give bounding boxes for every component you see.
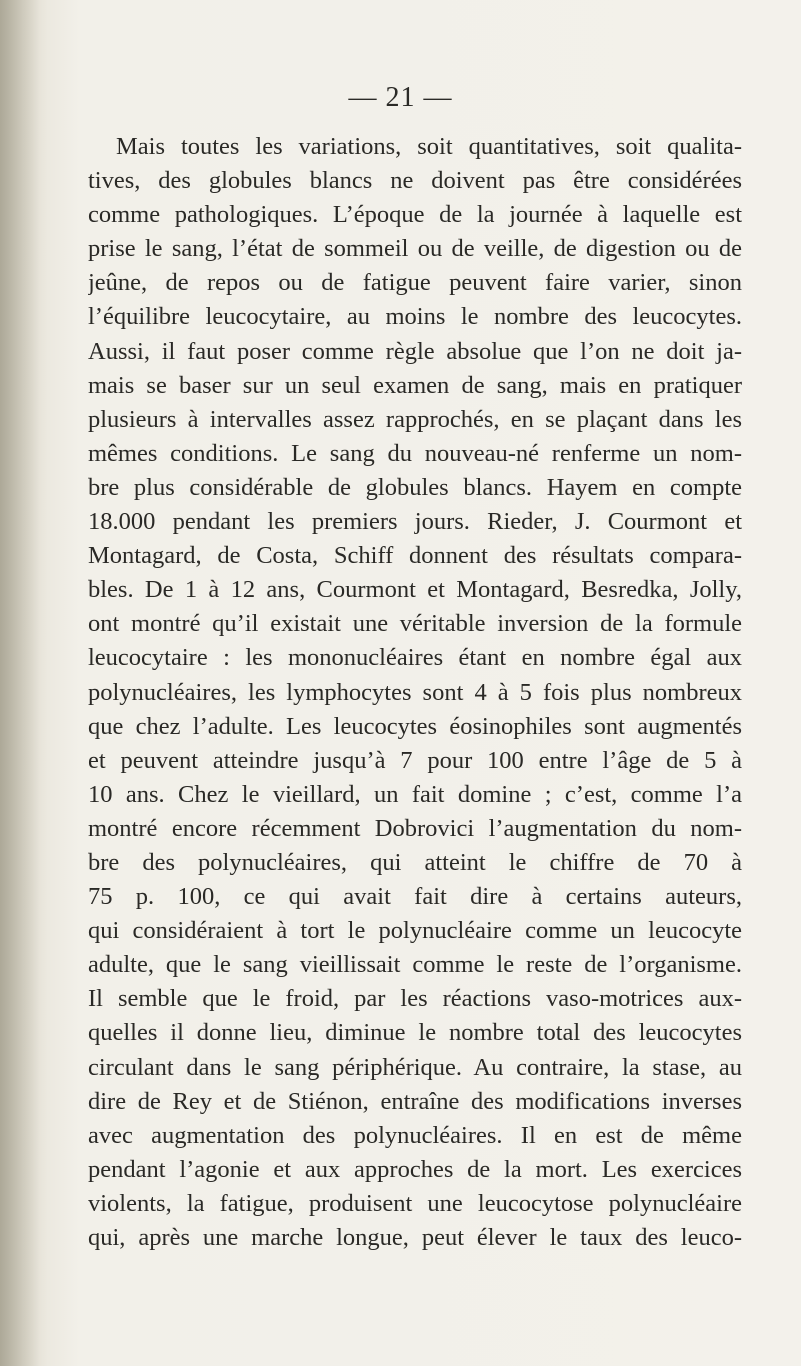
- text-line: comme pathologiques. L’époque de la journée à laquelle est: [88, 201, 742, 229]
- text-line: quelles il donne lieu, diminue le nombre total des leucocytes: [88, 1019, 742, 1047]
- text-line: pendant l’agonie et aux approches de la mort. Les exercices: [88, 1155, 742, 1183]
- text-line: violents, la fatigue, produisent une leucocytose polynucléaire: [88, 1189, 742, 1217]
- text-line: montré encore récemment Dobrovici l’augmentation du nom-: [88, 814, 742, 842]
- text-line: plusieurs à intervalles assez rapprochés, en se plaçant dans les: [88, 405, 742, 433]
- text-line: Aussi, il faut poser comme règle absolue que l’on ne doit ja-: [88, 337, 742, 365]
- text-line: Mais toutes les variations, soit quantitatives, soit qualita-: [116, 133, 742, 160]
- text-line: 18.000 pendant les premiers jours. Rieder, J. Courmont et: [88, 508, 742, 536]
- text-line: prise le sang, l’état de sommeil ou de veille, de digestion ou de: [88, 235, 742, 263]
- text-line: qui, après une marche longue, peut élever le taux des leuco-: [88, 1224, 742, 1251]
- text-line: que chez l’adulte. Les leucocytes éosinophiles sont augmentés: [88, 712, 742, 740]
- text-line: mais se baser sur un seul examen de sang, mais en pratiquer: [88, 371, 742, 399]
- text-line: mêmes conditions. Le sang du nouveau-né renferme un nom-: [88, 439, 742, 467]
- text-line: ont montré qu’il existait une véritable inversion de la formule: [88, 610, 742, 638]
- text-line: et peuvent atteindre jusqu’à 7 pour 100 entre l’âge de 5 à: [88, 746, 742, 774]
- text-line: bre plus considérable de globules blancs. Hayem en compte: [88, 473, 742, 501]
- text-line: Montagard, de Costa, Schiff donnent des résultats compara-: [88, 542, 742, 570]
- text-line: jeûne, de repos ou de fatigue peuvent faire varier, sinon: [88, 269, 742, 297]
- page-number: — 21 —: [348, 82, 453, 113]
- body-paragraph: [88, 130, 742, 1255]
- text-line: bre des polynucléaires, qui atteint le chiffre de 70 à: [88, 848, 742, 876]
- text-line: 75 p. 100, ce qui avait fait dire à certains auteurs,: [88, 883, 742, 911]
- text-line: bles. De 1 à 12 ans, Courmont et Montagard, Besredka, Jolly,: [88, 576, 742, 604]
- text-line: dire de Rey et de Stiénon, entraîne des modifications inverses: [88, 1087, 742, 1115]
- text-line: leucocytaire : les mononucléaires étant en nombre égal aux: [88, 644, 742, 672]
- page-edge-shadow: [0, 0, 40, 1366]
- text-line: avec augmentation des polynucléaires. Il en est de même: [88, 1121, 742, 1149]
- text-line: qui considéraient à tort le polynucléaire comme un leucocyte: [88, 917, 742, 945]
- text-line: adulte, que le sang vieillissait comme le reste de l’organisme.: [88, 951, 742, 979]
- text-line: circulant dans le sang périphérique. Au contraire, la stase, au: [88, 1053, 742, 1081]
- text-line: polynucléaires, les lymphocytes sont 4 à 5 fois plus nombreux: [88, 678, 742, 706]
- text-line: Il semble que le froid, par les réactions vaso-motrices aux-: [88, 985, 742, 1013]
- text-line: l’équilibre leucocytaire, au moins le nombre des leucocytes.: [88, 303, 742, 331]
- text-line: 10 ans. Chez le vieillard, un fait domine ; c’est, comme l’a: [88, 780, 742, 808]
- text-line: tives, des globules blancs ne doivent pas être considérées: [88, 167, 742, 195]
